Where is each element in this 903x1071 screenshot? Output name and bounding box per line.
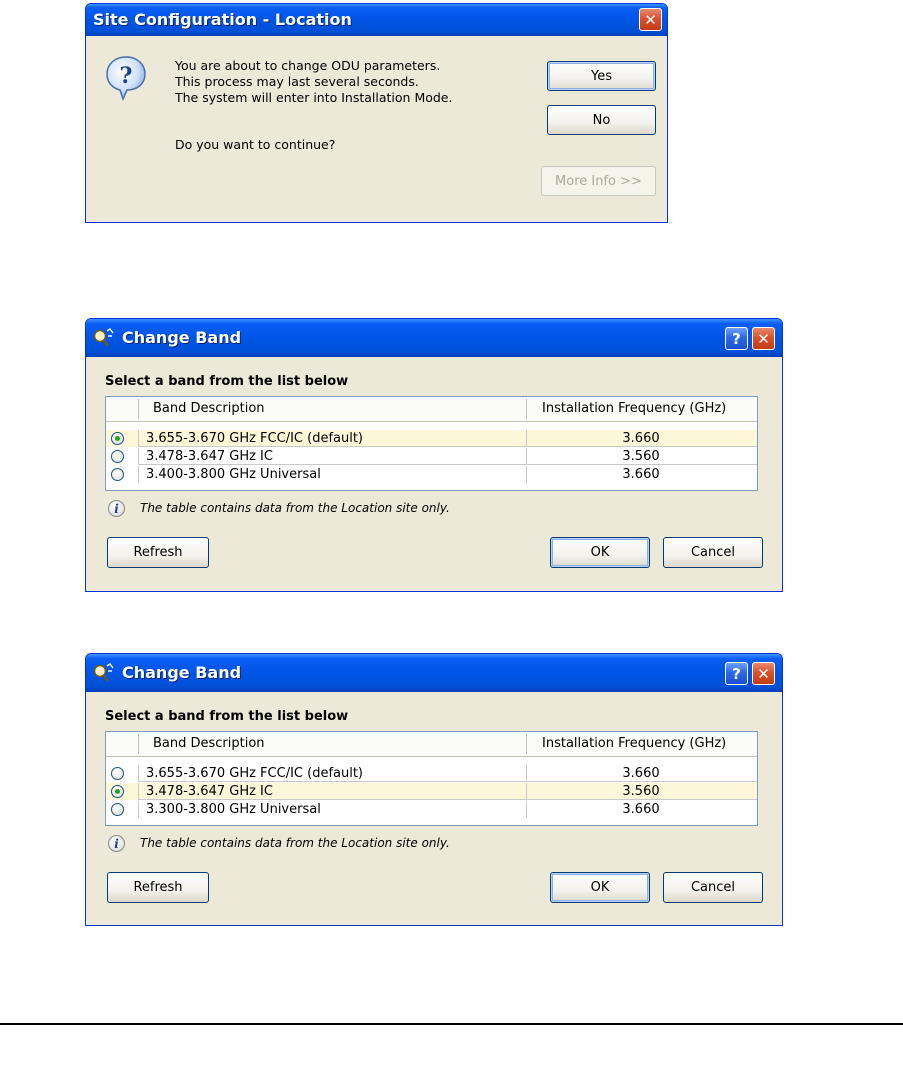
confirm-dialog-titlebar[interactable] — [86, 4, 667, 36]
help-icon: ? — [732, 329, 741, 348]
yes-button[interactable]: Yes — [547, 61, 656, 91]
table-row[interactable] — [106, 765, 757, 782]
radio-button[interactable] — [111, 468, 124, 481]
radio-button[interactable] — [111, 432, 124, 445]
change-band-titlebar-1[interactable] — [86, 319, 782, 357]
band-description-cell: 3.655-3.670 GHz FCC/IC (default) — [146, 431, 364, 446]
app-icon — [93, 328, 115, 348]
band-table — [105, 396, 758, 491]
help-button[interactable] — [725, 327, 748, 350]
frequency-cell: 3.560 — [622, 449, 660, 464]
radio-button[interactable] — [111, 785, 124, 798]
table-header — [106, 732, 757, 757]
radio-selected-dot — [115, 436, 120, 441]
column-header-band-description[interactable]: Band Description — [153, 401, 265, 416]
app-icon — [93, 663, 115, 683]
change-band-titlebar-2[interactable] — [86, 654, 782, 692]
confirm-dialog-title: Site Configuration - Location — [93, 10, 352, 29]
band-description-cell: 3.300-3.800 GHz Universal — [146, 802, 321, 817]
row-divider — [138, 446, 757, 447]
band-description-cell: 3.478-3.647 GHz IC — [146, 449, 273, 464]
band-table — [105, 731, 758, 826]
change-band-title-1: Change Band — [122, 328, 242, 347]
frequency-cell: 3.660 — [622, 802, 660, 817]
cancel-button[interactable]: Cancel — [663, 537, 763, 568]
cell-divider — [138, 783, 139, 800]
row-divider — [138, 781, 757, 782]
table-row[interactable] — [106, 448, 757, 465]
header-divider — [138, 734, 139, 754]
frequency-cell: 3.660 — [622, 431, 660, 446]
cell-divider — [138, 466, 139, 483]
table-header — [106, 397, 757, 422]
band-list-heading: Select a band from the list below — [105, 374, 349, 389]
close-button[interactable] — [752, 662, 775, 685]
band-list-heading: Select a band from the list below — [105, 709, 349, 724]
frequency-cell: 3.660 — [622, 467, 660, 482]
header-divider — [526, 734, 527, 754]
band-description-cell: 3.478-3.647 GHz IC — [146, 784, 273, 799]
message-line-2: This process may last several seconds. — [175, 74, 419, 89]
row-divider — [138, 464, 757, 465]
radio-button[interactable] — [111, 450, 124, 463]
band-description-cell: 3.400-3.800 GHz Universal — [146, 467, 321, 482]
question-icon — [105, 55, 147, 101]
radio-selected-dot — [115, 789, 120, 794]
change-band-title-2: Change Band — [122, 663, 242, 682]
radio-button[interactable] — [111, 803, 124, 816]
location-note: The table contains data from the Location site only. — [140, 836, 450, 850]
change-band-dialog-1 — [85, 318, 783, 592]
close-button[interactable] — [639, 8, 662, 31]
help-button[interactable] — [725, 662, 748, 685]
help-icon: ? — [732, 664, 741, 683]
ok-button[interactable]: OK — [550, 537, 650, 568]
message-line-1: You are about to change ODU parameters. — [175, 58, 441, 73]
info-icon: i — [108, 835, 125, 852]
svg-text:?: ? — [119, 63, 133, 89]
row-divider — [138, 799, 757, 800]
column-header-installation-frequency[interactable]: Installation Frequency (GHz) — [542, 736, 727, 751]
refresh-button[interactable]: Refresh — [107, 537, 209, 568]
cell-divider — [138, 801, 139, 818]
location-note: The table contains data from the Location site only. — [140, 501, 450, 515]
header-divider — [526, 399, 527, 419]
close-button[interactable] — [752, 327, 775, 350]
column-header-installation-frequency[interactable]: Installation Frequency (GHz) — [542, 401, 727, 416]
message-line-3: The system will enter into Installation Mode. — [175, 90, 453, 105]
question-text: Do you want to continue? — [175, 137, 336, 152]
table-row[interactable] — [106, 466, 757, 483]
cell-divider — [138, 765, 139, 782]
table-row[interactable] — [106, 801, 757, 818]
cancel-button[interactable]: Cancel — [663, 872, 763, 903]
close-icon: ✕ — [757, 329, 770, 348]
ok-button[interactable]: OK — [550, 872, 650, 903]
radio-button[interactable] — [111, 767, 124, 780]
refresh-button[interactable]: Refresh — [107, 872, 209, 903]
more-info-button[interactable]: More Info >> — [541, 166, 656, 196]
band-description-cell: 3.655-3.670 GHz FCC/IC (default) — [146, 766, 364, 781]
frequency-cell: 3.660 — [622, 766, 660, 781]
info-icon: i — [108, 500, 125, 517]
confirm-dialog — [85, 3, 668, 223]
table-row[interactable] — [106, 783, 757, 800]
frequency-cell: 3.560 — [622, 784, 660, 799]
column-header-band-description[interactable]: Band Description — [153, 736, 265, 751]
close-icon: ✕ — [757, 664, 770, 683]
cell-divider — [138, 448, 139, 465]
table-row[interactable] — [106, 430, 757, 447]
change-band-dialog-2 — [85, 653, 783, 926]
close-icon: ✕ — [644, 10, 657, 29]
no-button[interactable]: No — [547, 105, 656, 135]
page-divider-line — [0, 1023, 903, 1025]
header-divider — [138, 399, 139, 419]
cell-divider — [138, 430, 139, 447]
